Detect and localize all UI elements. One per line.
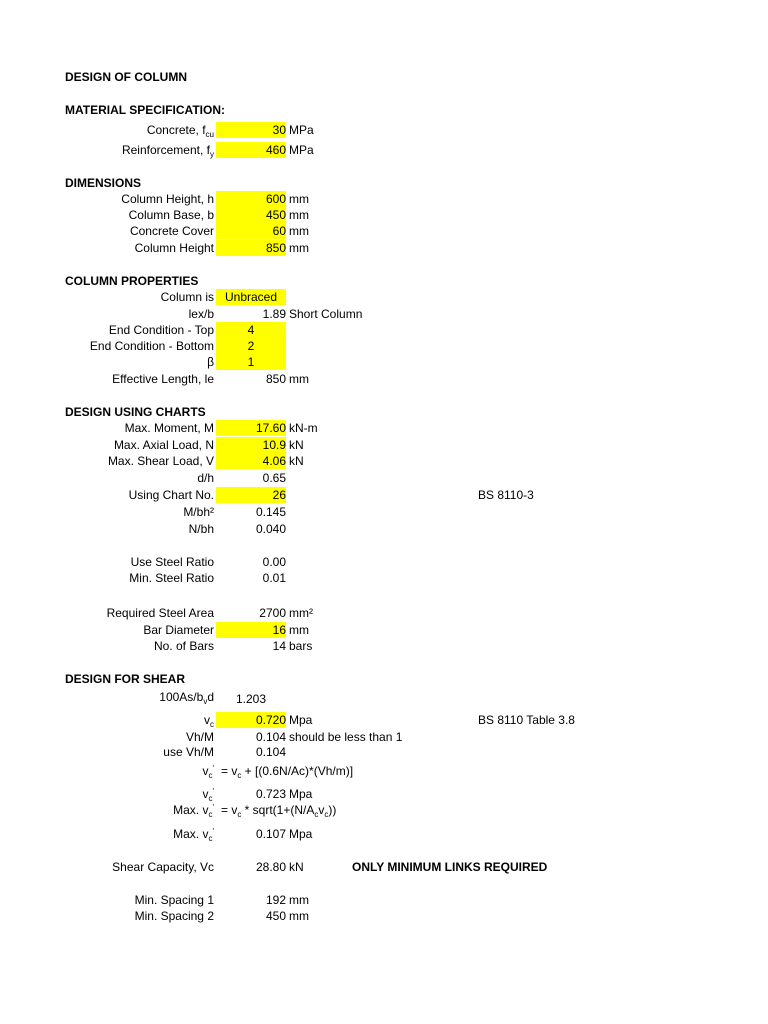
reinforcement-unit: MPa bbox=[289, 143, 314, 157]
reinforcement-label: Reinforcement, $f_y$ bbox=[121, 143, 214, 159]
vc-prime-label: $v_c'$ bbox=[202, 787, 214, 803]
end-top-input[interactable]: 4 bbox=[216, 322, 286, 338]
concrete-input[interactable]: 30 bbox=[216, 122, 286, 138]
lex-b-label: lex/b bbox=[188, 307, 214, 321]
capacity-unit: kN bbox=[289, 860, 304, 874]
n-bh-value: 0.040 bbox=[255, 522, 286, 536]
capacity-label: Shear Capacity, Vc bbox=[112, 860, 214, 874]
spacing2-row bbox=[0, 908, 768, 924]
shear-load-row bbox=[0, 453, 768, 469]
dimension-row bbox=[0, 240, 768, 256]
column-base-label: Column Base, b bbox=[128, 208, 214, 222]
axial-unit: kN bbox=[289, 438, 304, 452]
dh-label: d/h bbox=[197, 471, 214, 485]
spacing1-value: 192 bbox=[265, 893, 286, 907]
vc-reference: BS 8110 Table 3.8 bbox=[478, 713, 575, 727]
eff-length-label: Effective Length, le bbox=[112, 372, 214, 386]
dh-row bbox=[0, 470, 768, 486]
column-is-row bbox=[0, 289, 768, 305]
eff-length-unit: mm bbox=[289, 372, 309, 386]
chart-no-label: Using Chart No. bbox=[128, 488, 214, 502]
reinforcement-input[interactable]: 460 bbox=[216, 142, 286, 158]
axial-input[interactable]: 10.9 bbox=[216, 437, 286, 453]
vh-m-label: Vh/M bbox=[185, 730, 214, 744]
req-area-unit: mm² bbox=[289, 606, 313, 620]
m-bh2-value: 0.145 bbox=[255, 505, 286, 519]
concrete-cover-input[interactable]: 60 bbox=[216, 223, 286, 239]
vc-unit: Mpa bbox=[289, 713, 313, 727]
page-title: DESIGN OF COLUMN bbox=[65, 70, 187, 84]
no-bars-value: 14 bbox=[272, 639, 286, 653]
as-ratio-row bbox=[0, 689, 768, 705]
moment-unit: kN-m bbox=[289, 421, 318, 435]
dimension-row bbox=[0, 223, 768, 239]
spacing2-unit: mm bbox=[289, 909, 309, 923]
shear-heading: DESIGN FOR SHEAR bbox=[65, 672, 186, 686]
column-length-label: Column Height bbox=[134, 241, 214, 255]
eff-length-row bbox=[0, 371, 768, 387]
material-heading-row bbox=[0, 102, 768, 118]
vc-prime-unit: Mpa bbox=[289, 787, 313, 801]
shear-heading-row bbox=[0, 671, 768, 687]
concrete-cover-label: Concrete Cover bbox=[129, 224, 214, 238]
use-vh-m-row bbox=[0, 744, 768, 760]
bar-dia-unit: mm bbox=[289, 623, 309, 637]
end-bottom-label: End Condition - Bottom bbox=[89, 339, 214, 353]
vc-prime-formula: = $v_c + [(0.6N/Ac)*(Vh/m)]$ bbox=[221, 764, 354, 780]
column-height-unit: mm bbox=[289, 192, 309, 206]
column-height-input[interactable]: 600 bbox=[216, 191, 286, 207]
column-is-label: Column is bbox=[160, 290, 214, 304]
req-area-label: Required Steel Area bbox=[106, 606, 214, 620]
end-bottom-input[interactable]: 2 bbox=[216, 338, 286, 354]
reinforcement-row bbox=[0, 142, 768, 158]
spacing1-label: Min. Spacing 1 bbox=[134, 893, 214, 907]
no-bars-row bbox=[0, 638, 768, 654]
max-vc-formula-label: Max. $v_c'$ bbox=[173, 803, 214, 819]
shear-load-unit: kN bbox=[289, 454, 304, 468]
axial-label: Max. Axial Load, N bbox=[113, 438, 214, 452]
max-vc-row bbox=[0, 826, 768, 842]
vc-row bbox=[0, 712, 768, 728]
vc-prime-row bbox=[0, 786, 768, 802]
dimension-row bbox=[0, 191, 768, 207]
column-length-input[interactable]: 850 bbox=[216, 240, 286, 256]
m-bh2-row bbox=[0, 504, 768, 520]
spacing1-unit: mm bbox=[289, 893, 309, 907]
req-area-row bbox=[0, 605, 768, 621]
end-top-row bbox=[0, 322, 768, 338]
bar-dia-input[interactable]: 16 bbox=[216, 622, 286, 638]
lex-b-row bbox=[0, 306, 768, 322]
concrete-label: Concrete, $f_{cu}$ bbox=[146, 123, 214, 139]
eff-length-value: 850 bbox=[265, 372, 286, 386]
capacity-note: ONLY MINIMUM LINKS REQUIRED bbox=[352, 860, 548, 874]
column-is-select[interactable]: Unbraced bbox=[216, 289, 286, 305]
use-vh-m-label: use Vh/M bbox=[163, 745, 214, 759]
material-heading: MATERIAL SPECIFICATION: bbox=[65, 103, 225, 117]
n-bh-label: N/bh bbox=[188, 522, 214, 536]
bar-dia-row bbox=[0, 622, 768, 638]
vh-m-note: should be less than 1 bbox=[289, 730, 403, 744]
max-vc-unit: Mpa bbox=[289, 827, 313, 841]
properties-heading: COLUMN PROPERTIES bbox=[65, 274, 199, 288]
spacing1-row bbox=[0, 892, 768, 908]
charts-heading-row bbox=[0, 404, 768, 420]
n-bh-row bbox=[0, 521, 768, 537]
axial-row bbox=[0, 437, 768, 453]
shear-load-label: Max. Shear Load, V bbox=[107, 454, 214, 468]
min-ratio-value: 0.01 bbox=[262, 571, 286, 585]
lex-b-result: Short Column bbox=[289, 307, 363, 321]
column-height-label: Column Height, h bbox=[121, 192, 214, 206]
no-bars-label: No. of Bars bbox=[153, 639, 214, 653]
vc-input[interactable]: 0.720 bbox=[216, 712, 286, 728]
max-vc-label: Max. $v_c'$ bbox=[173, 827, 214, 843]
charts-heading: DESIGN USING CHARTS bbox=[65, 405, 206, 419]
dimensions-heading: DIMENSIONS bbox=[65, 176, 142, 190]
chart-no-reference: BS 8110-3 bbox=[478, 488, 534, 502]
vc-prime-formula-label: $v_c'$ bbox=[202, 764, 214, 780]
max-vc-value: 0.107 bbox=[255, 827, 286, 841]
capacity-value: 28.80 bbox=[255, 860, 286, 874]
title-row bbox=[0, 69, 768, 85]
no-bars-unit: bars bbox=[289, 639, 313, 653]
beta-row bbox=[0, 354, 768, 370]
capacity-row bbox=[0, 859, 768, 875]
dimension-row bbox=[0, 207, 768, 223]
vc-label: $v_c$ bbox=[204, 713, 214, 729]
column-length-unit: mm bbox=[289, 241, 309, 255]
vc-prime-value: 0.723 bbox=[255, 787, 286, 801]
moment-input[interactable]: 17.60 bbox=[216, 420, 286, 436]
max-vc-formula-row bbox=[0, 802, 768, 818]
shear-load-input[interactable]: 4.06 bbox=[216, 453, 286, 469]
concrete-unit: MPa bbox=[289, 123, 314, 137]
spacing2-value: 450 bbox=[265, 909, 286, 923]
beta-label: β bbox=[207, 355, 214, 369]
properties-heading-row bbox=[0, 273, 768, 289]
column-base-unit: mm bbox=[289, 208, 309, 222]
min-ratio-row bbox=[0, 570, 768, 586]
dimensions-heading-row bbox=[0, 175, 768, 191]
concrete-cover-unit: mm bbox=[289, 224, 309, 238]
chart-no-row bbox=[0, 487, 768, 503]
use-vh-m-value: 0.104 bbox=[255, 745, 286, 759]
end-top-label: End Condition - Top bbox=[108, 323, 214, 337]
m-bh2-label: M/bh² bbox=[183, 505, 214, 519]
spacing2-label: Min. Spacing 2 bbox=[134, 909, 214, 923]
use-ratio-value: 0.00 bbox=[262, 555, 286, 569]
bar-dia-label: Bar Diameter bbox=[143, 623, 214, 637]
max-vc-formula: = $v_c$ * $sqrt(1+(N/A_cv_c))$ bbox=[221, 803, 337, 819]
lex-b-value: 1.89 bbox=[262, 307, 286, 321]
vh-m-row bbox=[0, 729, 768, 745]
moment-row bbox=[0, 420, 768, 436]
vh-m-value: 0.104 bbox=[255, 730, 286, 744]
beta-input[interactable]: 1 bbox=[216, 354, 286, 370]
chart-no-input[interactable]: 26 bbox=[216, 487, 286, 503]
use-ratio-label: Use Steel Ratio bbox=[130, 555, 214, 569]
use-ratio-row bbox=[0, 554, 768, 570]
moment-label: Max. Moment, M bbox=[124, 421, 214, 435]
as-ratio-value: 1.203 bbox=[235, 692, 267, 706]
as-ratio-label: $100As/b_vd$ bbox=[159, 690, 214, 706]
concrete-row bbox=[0, 122, 768, 138]
column-base-input[interactable]: 450 bbox=[216, 207, 286, 223]
vc-prime-formula-row bbox=[0, 763, 768, 779]
min-ratio-label: Min. Steel Ratio bbox=[129, 571, 214, 585]
req-area-value: 2700 bbox=[259, 606, 286, 620]
end-bottom-row bbox=[0, 338, 768, 354]
dh-value: 0.65 bbox=[262, 471, 286, 485]
